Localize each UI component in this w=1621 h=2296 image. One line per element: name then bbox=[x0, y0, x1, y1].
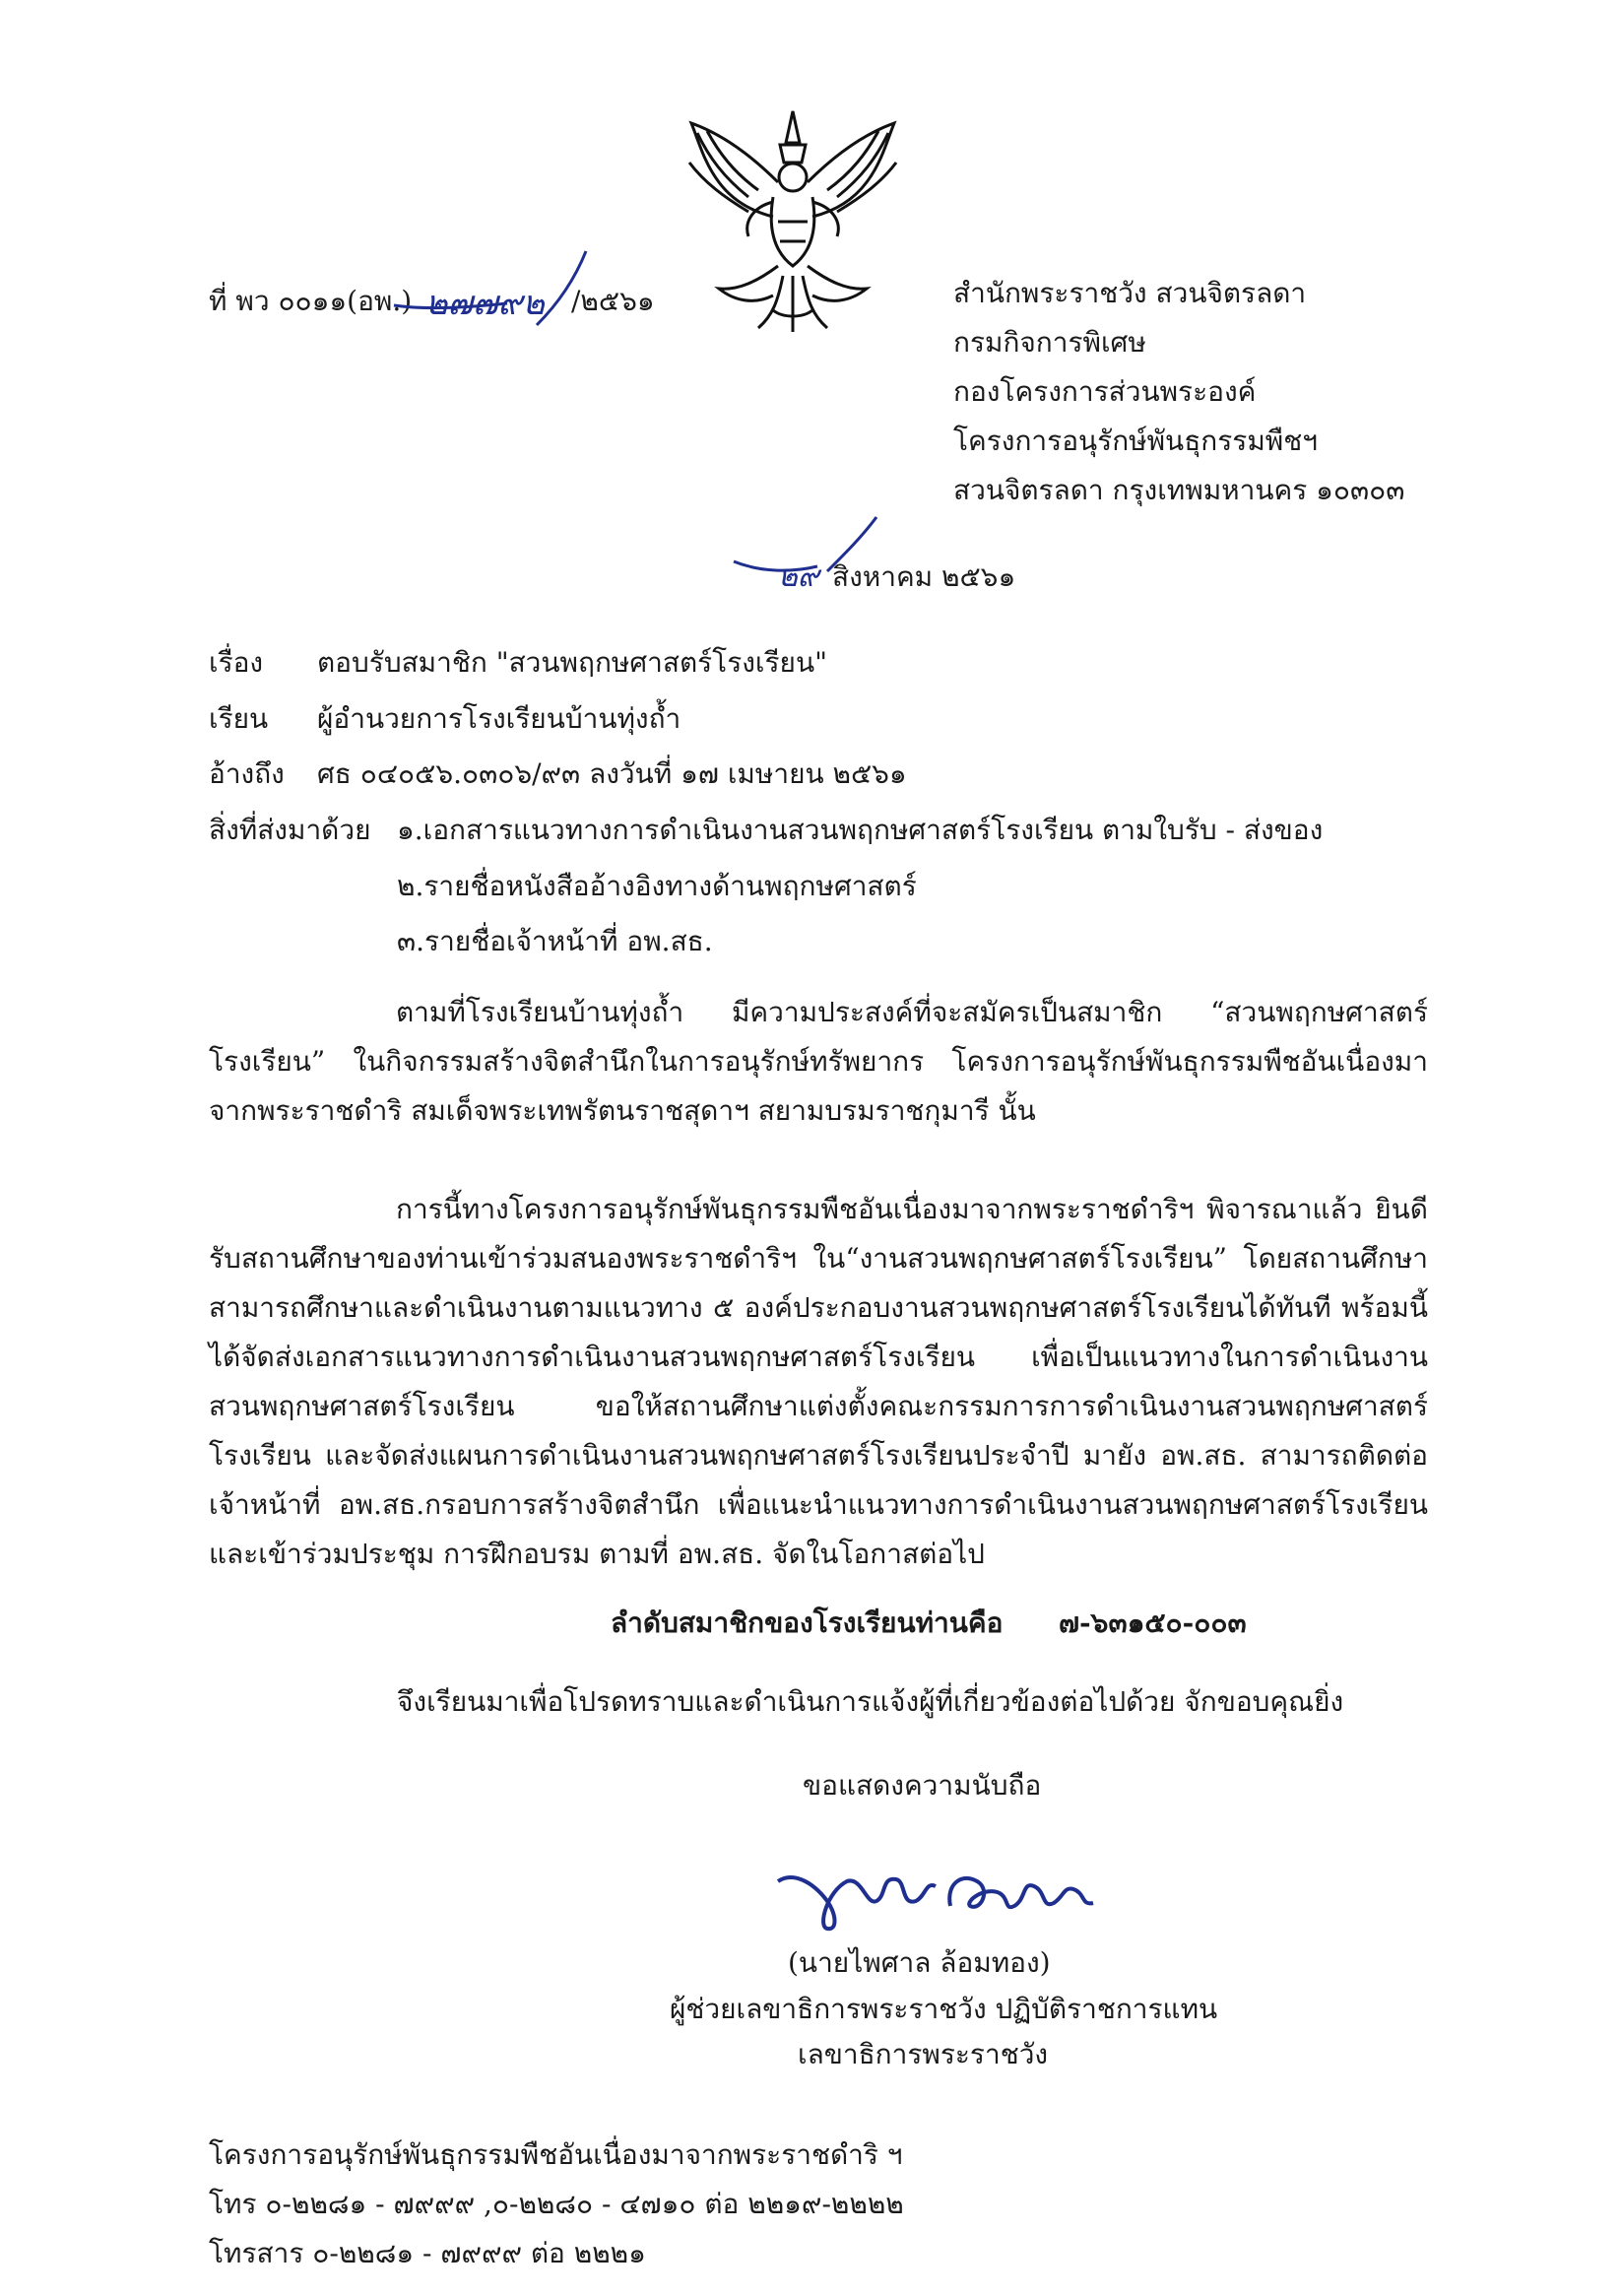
enclosure-item: ๑.เอกสารแนวทางการดำเนินงานสวนพฤกษศาสตร์โรงเรียน ตามใบรับ - ส่งของ bbox=[397, 814, 1324, 846]
handwritten-signature bbox=[768, 1852, 1113, 1940]
signer-title: ผู้ช่วยเลขาธิการพระราชวัง ปฏิบัติราชการแทน bbox=[670, 1993, 1218, 2025]
recipient-label: เรียน bbox=[209, 702, 269, 735]
org-line: สวนจิตรลดา กรุงเทพมหานคร ๑๐๓๐๓ bbox=[953, 474, 1405, 506]
date-day-handwritten: ๒๙ bbox=[778, 559, 819, 594]
letter-date: สิงหาคม ๒๕๖๑ bbox=[832, 560, 1016, 593]
subject-label: เรื่อง bbox=[209, 646, 264, 679]
reference-number-prefix: ที่ พว ๐๐๑๑(อพ.) bbox=[209, 285, 413, 317]
reference-value: ศธ ๐๔๐๕๖.๐๓๐๖/๙๓ ลงวันที่ ๑๗ เมษายน ๒๕๖๑ bbox=[317, 757, 907, 790]
org-line: สำนักพระราชวัง สวนจิตรลดา bbox=[953, 277, 1307, 309]
org-line: โครงการอนุรักษ์พันธุกรรมพืชฯ bbox=[953, 425, 1318, 457]
enclosure-item: ๒.รายชื่อหนังสืออ้างอิงทางด้านพฤกษศาสตร์ bbox=[397, 870, 917, 902]
org-line: กรมกิจการพิเศษ bbox=[953, 326, 1146, 359]
subject-value: ตอบรับสมาชิก "สวนพฤกษศาสตร์โรงเรียน" bbox=[317, 646, 827, 679]
enclosure-label: สิ่งที่ส่งมาด้วย bbox=[209, 814, 371, 846]
footer-phone: โทร ๐-๒๒๘๑ - ๗๙๙๙ ,๐-๒๒๘๐ - ๔๗๑๐ ต่อ ๒๒๑๙-๒๒๒๒ bbox=[209, 2188, 904, 2220]
recipient-value: ผู้อำนวยการโรงเรียนบ้านทุ่งถ้ำ bbox=[317, 702, 681, 735]
org-line: กองโครงการส่วนพระองค์ bbox=[953, 375, 1257, 408]
body-paragraph-1: ตามที่โรงเรียนบ้านทุ่งถ้ำ มีความประสงค์ที่จะสมัครเป็นสมาชิก “สวนพฤกษศาสตร์โรงเรียน” ในกิจกรรมสร้างจิตสำนึกในการอนุรักษ์ทรัพยากร โครงการอนุรักษ์พันธุกรรมพืชอันเนื่องมาจากพระราชดำริ สมเด็จพระเทพรัตนราชสุดาฯ สยามบรมราชกุมารี นั้น bbox=[209, 996, 1428, 1127]
regards: ขอแสดงความนับถือ bbox=[803, 1769, 1042, 1802]
org-address-block bbox=[953, 276, 1404, 522]
signer-name: (นายไพศาล ล้อมทอง) bbox=[788, 1946, 1051, 1979]
member-number-label: ลำดับสมาชิกของโรงเรียนท่านคือ bbox=[611, 1607, 1004, 1639]
garuda-emblem bbox=[680, 103, 906, 340]
reference-number-handwritten: ๒๗๗๙๒ bbox=[425, 284, 545, 323]
closing-sentence: จึงเรียนมาเพื่อโปรดทราบและดำเนินการแจ้งผู้ที่เกี่ยวข้องต่อไปด้วย จักขอบคุณยิ่ง bbox=[397, 1685, 1344, 1718]
member-number: ๗-๖๓๑๕๐-๐๐๓ bbox=[1059, 1607, 1247, 1639]
body-paragraph-2: การนี้ทางโครงการอนุรักษ์พันธุกรรมพืชอันเนื่องมาจากพระราชดำริฯ พิจารณาแล้ว ยินดีรับสถานศึกษาของท่านเข้าร่วมสนองพระราชดำริฯ ใน“งานสวนพฤกษศาสตร์โรงเรียน” โดยสถานศึกษาสามารถศึกษาและดำเนินงานตามแนวทาง ๕ องค์ประกอบงานสวนพฤกษศาสตร์โรงเรียนได้ทันที พร้อมนี้ได้จัดส่งเอกสารแนวทางการดำเนินงานสวนพฤกษศาสตร์โรงเรียน เพื่อเป็นแนวทางในการดำเนินงานสวนพฤกษศาสตร์โรงเรียน ขอให้สถานศึกษาแต่งตั้งคณะกรรมการการดำเนินงานสวนพฤกษศาสตร์โรงเรียน และจัดส่งแผนการดำเนินงานสวนพฤกษศาสตร์โรงเรียนประจำปี มายัง อพ.สธ. สามารถติดต่อเจ้าหน้าที่ อพ.สธ.กรอบการสร้างจิตสำนึก เพื่อแนะนำแนวทางการดำเนินงานสวนพฤกษศาสตร์โรงเรียน และเข้าร่วมประชุม การฝึกอบรม ตามที่ อพ.สธ. จัดในโอกาสต่อไป bbox=[209, 1193, 1428, 1570]
reference-label: อ้างถึง bbox=[209, 757, 285, 790]
enclosure-item: ๓.รายชื่อเจ้าหน้าที่ อพ.สธ. bbox=[397, 925, 713, 957]
footer-fax: โทรสาร ๐-๒๒๘๑ - ๗๙๙๙ ต่อ ๒๒๒๑ bbox=[209, 2237, 646, 2269]
footer-organization: โครงการอนุรักษ์พันธุกรรมพืชอันเนื่องมาจากพระราชดำริ ฯ bbox=[209, 2138, 903, 2171]
signer-title-secondary: เลขาธิการพระราชวัง bbox=[798, 2038, 1049, 2070]
reference-year: /๒๕๖๑ bbox=[571, 285, 655, 317]
